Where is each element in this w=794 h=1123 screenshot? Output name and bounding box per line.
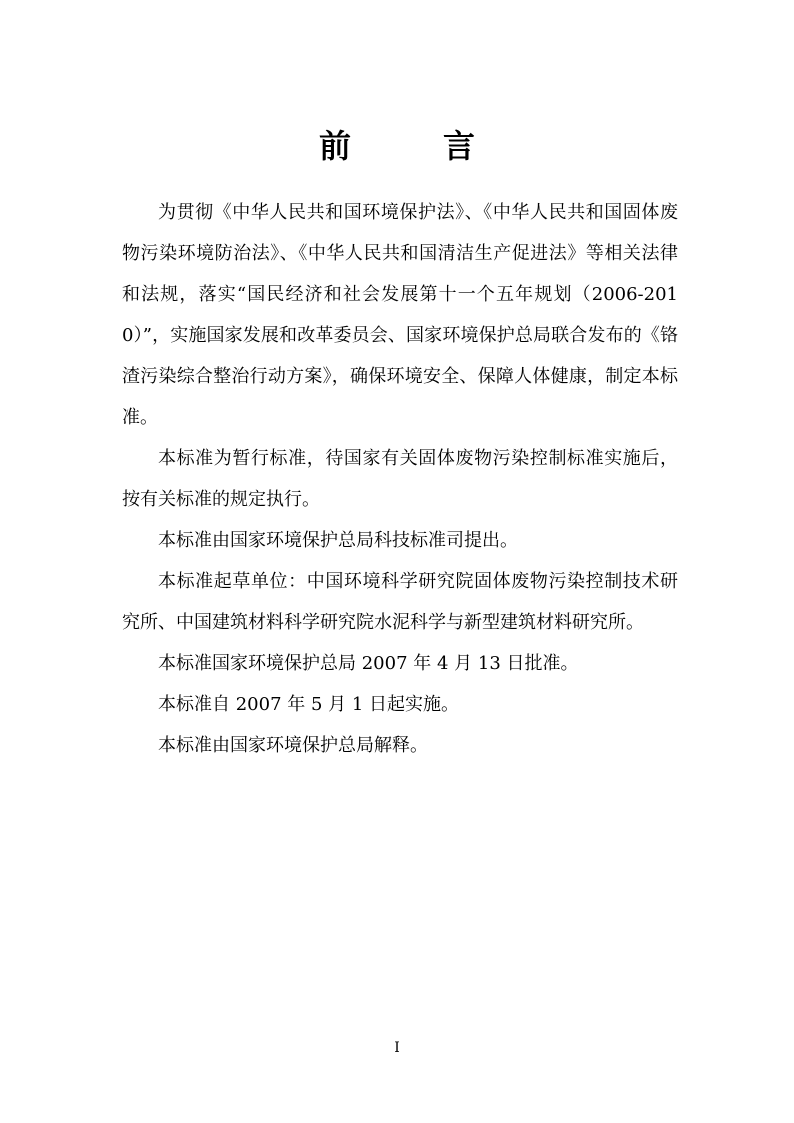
paragraph-interim-standard: 本标准为暂行标准，待国家有关固体废物污染控制标准实施后，按有关标准的规定执行。 — [122, 448, 678, 510]
paragraph-purpose: 为贯彻《中华人民共和国环境保护法》、《中华人民共和国固体废物污染环境防治法》、《中华人民共和国清洁生产促进法》等相关法律和法规，落实“国民经济和社会发展第十一个五年规划（2006-2010）”，实施国家发展和改革委员会、国家环境保护总局联合发布的《铬渣污染综合整治行动方案》，确保环境安全、保障人体健康，制定本标准。 — [122, 202, 678, 428]
paragraph-effective-date: 本标准自 2007 年 5 月 1 日起实施。 — [158, 694, 460, 715]
paragraph-approval-date: 本标准国家环境保护总局 2007 年 4 月 13 日批准。 — [158, 653, 579, 674]
preface-body — [122, 192, 678, 766]
paragraph-interpretation: 本标准由国家环境保护总局解释。 — [158, 735, 428, 756]
page-number: I — [394, 1040, 400, 1056]
paragraph-proposer: 本标准由国家环境保护总局科技标准司提出。 — [158, 530, 518, 551]
paragraph-drafting-units: 本标准起草单位：中国环境科学研究院固体废物污染控制技术研究所、中国建筑材料科学研究院水泥科学与新型建筑材料研究所。 — [122, 571, 678, 633]
page-title: 前 言 — [318, 127, 505, 165]
